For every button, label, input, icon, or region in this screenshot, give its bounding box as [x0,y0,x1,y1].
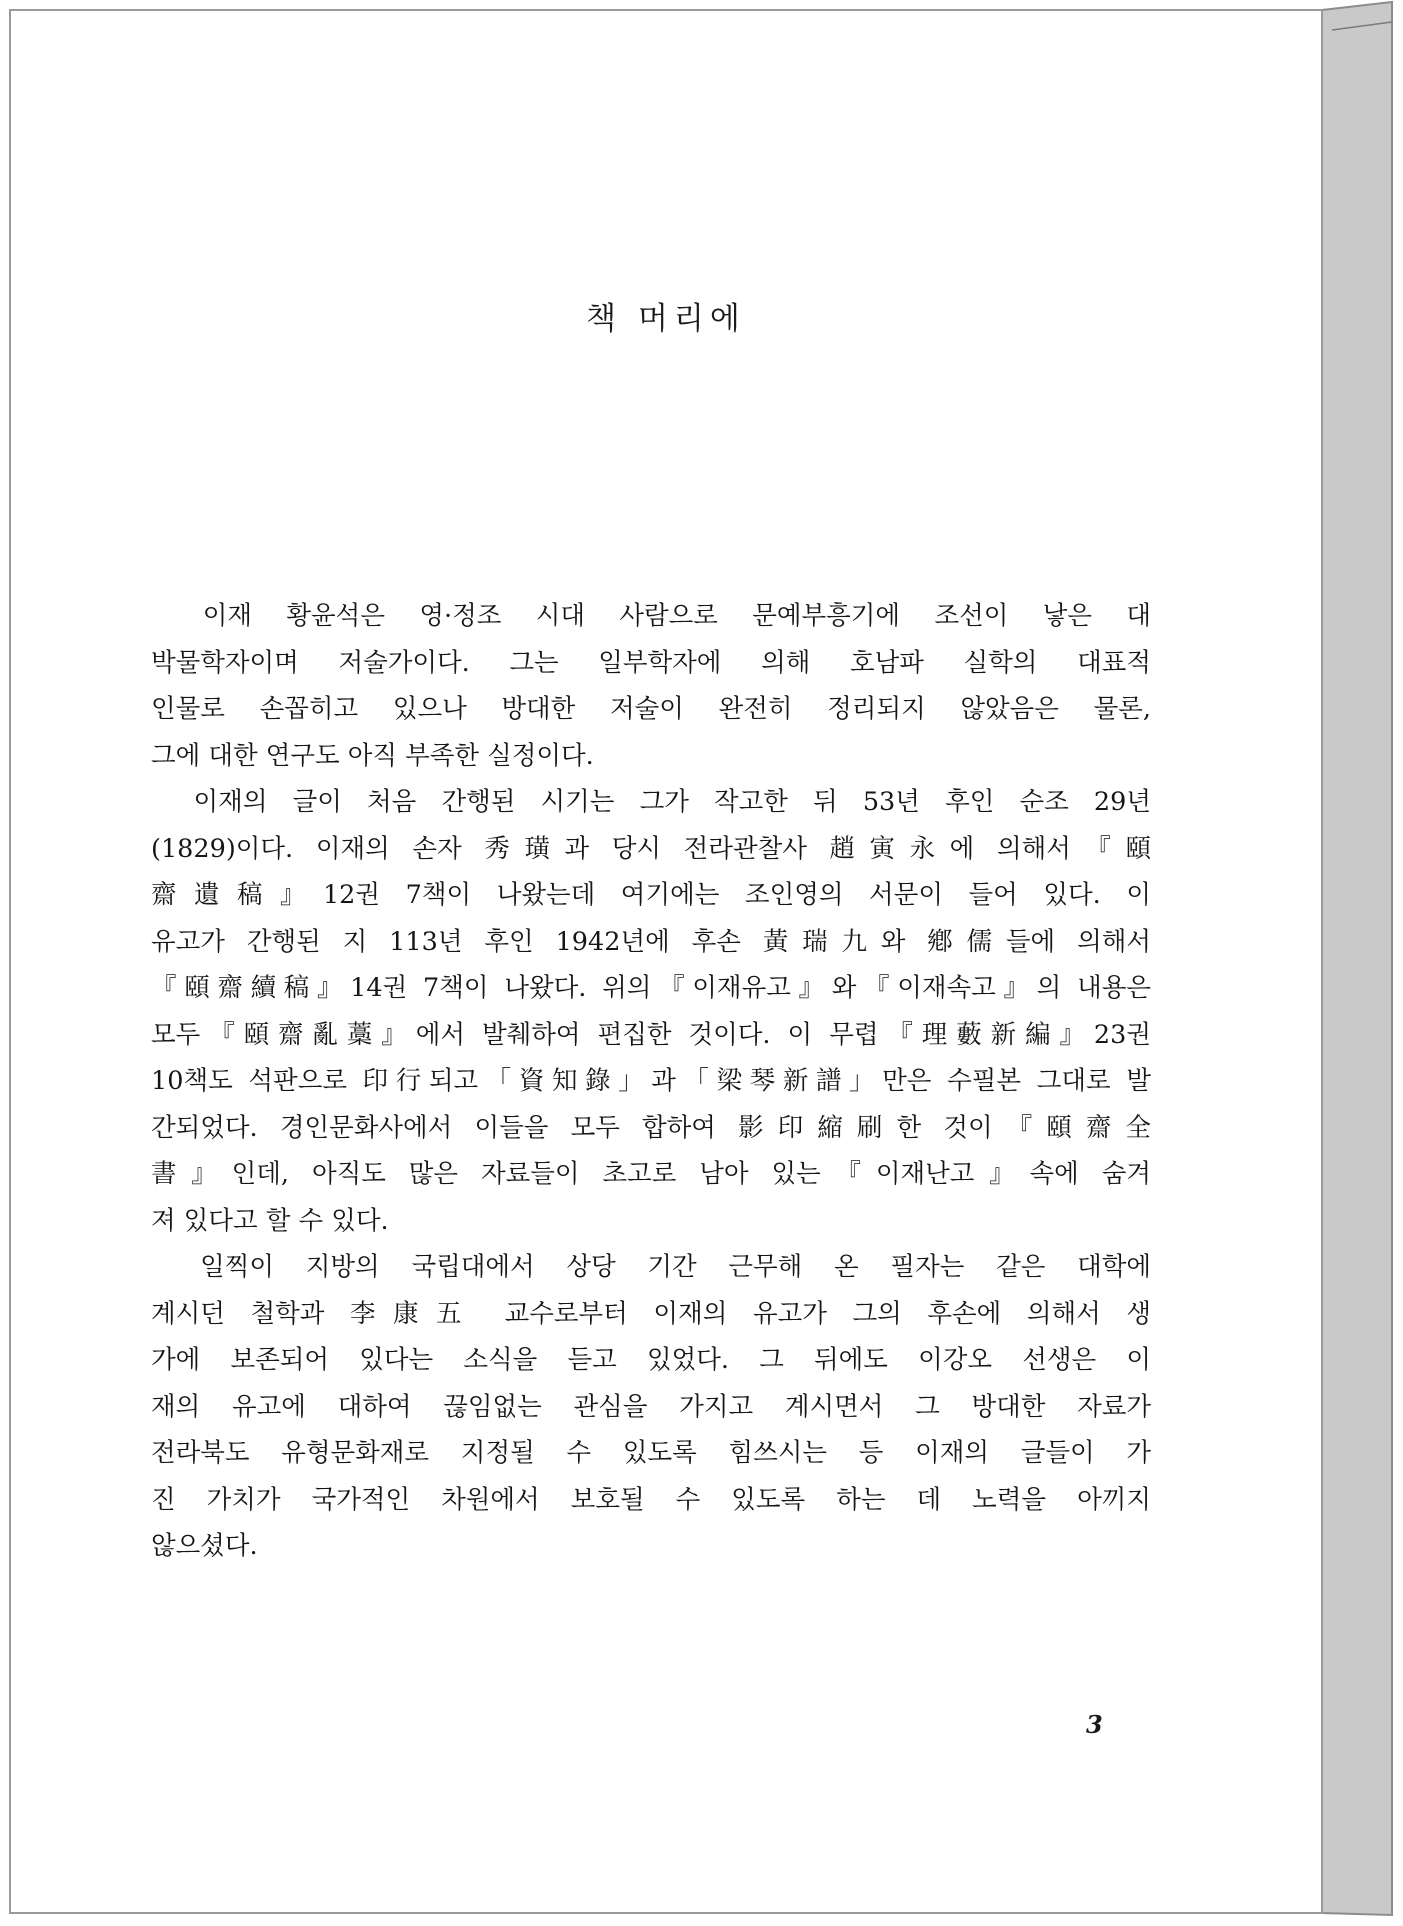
book-spine [1322,2,1392,1915]
text-line: 일찍이 지방의 국립대에서 상당 기간 근무해 온 필자는 같은 대학에 [151,1252,1151,1282]
text-line: 모두『頤齋亂藁』에서 발췌하여 편집한 것이다. 이 무렵『理藪新編』23권 [151,1019,1151,1050]
text-line: 간되었다. 경인문화사에서 이들을 모두 합하여 影印縮刷한 것이『頤齋全 [151,1112,1151,1143]
text-line: 가에 보존되어 있다는 소식을 듣고 있었다. 그 뒤에도 이강오 선생은 이 [151,1345,1151,1375]
text-line: 『頤齋續稿』14권 7책이 나왔다. 위의『이재유고』와『이재속고』의 내용은 [151,973,1151,1003]
text-line: 書』인데, 아직도 많은 자료들이 초고로 남아 있는『이재난고』속에 숨겨 [151,1159,1151,1189]
paragraph [151,593,1151,779]
text-line: (1829)이다. 이재의 손자 秀璜과 당시 전라관찰사 趙寅永에 의해서『頤 [151,833,1151,864]
paragraph [151,1244,1151,1570]
text-line: 유고가 간행된 지 113년 후인 1942년에 후손 黃瑞九와 鄕儒들에 의해서 [151,926,1151,957]
text-line: 재의 유고에 대하여 끊임없는 관심을 가지고 계시면서 그 방대한 자료가 [151,1391,1151,1422]
page-title: 책 머리에 [586,301,746,337]
text-line: 인물로 손꼽히고 있으나 방대한 저술이 완전히 정리되지 않았음은 물론, [151,694,1151,724]
text-line: 전라북도 유형문화재로 지정될 수 있도록 힘쓰시는 등 이재의 글들이 가 [151,1438,1151,1468]
text-line: 박물학자이며 저술가이다. 그는 일부학자에 의해 호남파 실학의 대표적 [151,647,1151,678]
text-line: 10책도 석판으로 印行되고「資知錄」과「梁琴新譜」만은 수필본 그대로 발 [151,1066,1151,1096]
book-page [10,10,1322,1913]
page-body [151,593,1151,1570]
paragraph [151,779,1151,1244]
text-line: 져 있다고 할 수 있다. [151,1205,389,1236]
text-line: 齋遺稿』12권 7책이 나왔는데 여기에는 조인영의 서문이 들어 있다. 이 [151,880,1151,910]
text-line: 진 가치가 국가적인 차원에서 보호될 수 있도록 하는 데 노력을 아끼지 [151,1484,1151,1515]
page-number: 3 [1086,1710,1103,1739]
text-line: 이재의 글이 처음 간행된 시기는 그가 작고한 뒤 53년 후인 순조 29년 [151,787,1151,817]
text-line: 않으셨다. [151,1531,258,1561]
text-line: 그에 대한 연구도 아직 부족한 실정이다. [151,740,594,771]
text-line: 계시던 철학과 李康五 교수로부터 이재의 유고가 그의 후손에 의해서 생 [151,1298,1151,1329]
text-line: 이재 황윤석은 영·정조 시대 사람으로 문예부흥기에 조선이 낳은 대 [151,601,1151,631]
